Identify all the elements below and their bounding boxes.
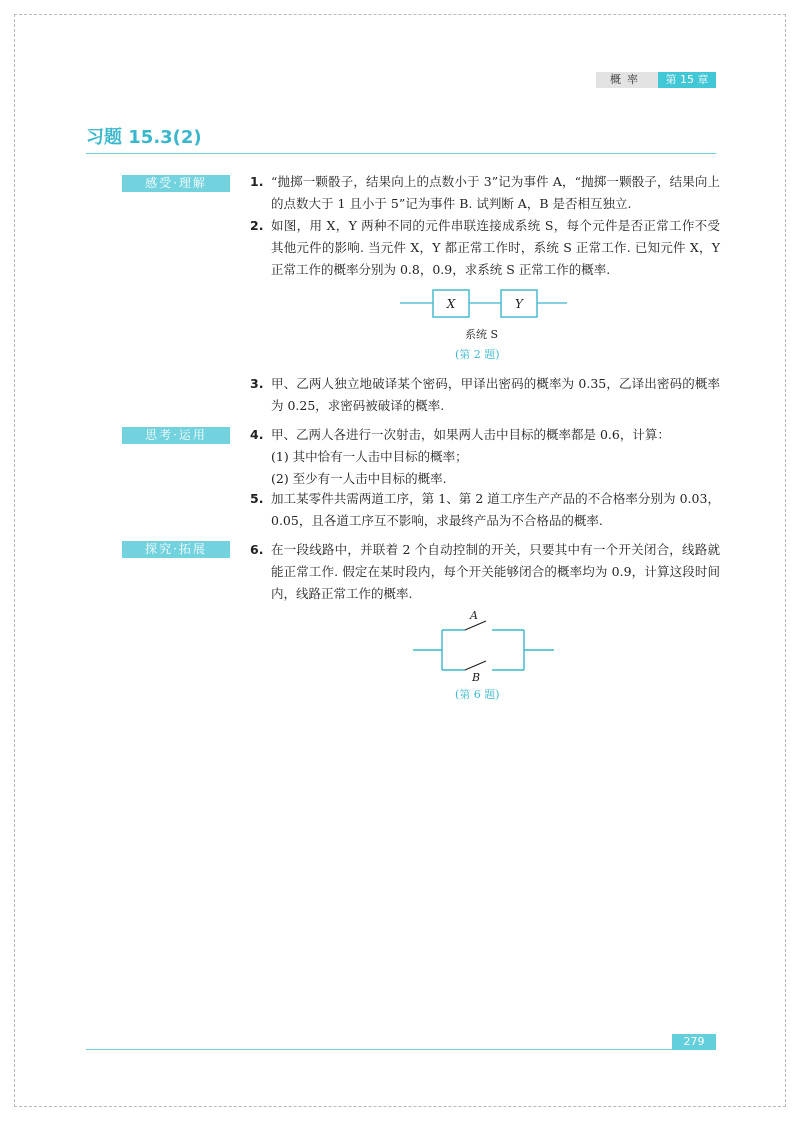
element-y-label: Y bbox=[515, 297, 523, 311]
problem-4 bbox=[250, 424, 720, 490]
series-circuit-diagram bbox=[395, 286, 575, 326]
problem-text: 甲、乙两人各进行一次射击，如果两人击中目标的概率都是 0.6，计算： bbox=[271, 427, 670, 442]
element-x-label: X bbox=[446, 297, 456, 311]
switch-a-label: A bbox=[470, 609, 478, 622]
subquestion-1: (1) 其中恰有一人击中目标的概率； bbox=[271, 449, 468, 464]
problem-2 bbox=[250, 215, 720, 281]
switch-a-blade bbox=[465, 621, 486, 630]
problem-3 bbox=[250, 373, 720, 417]
subquestion-2: (2) 至少有一人击中目标的概率. bbox=[271, 471, 447, 486]
problem-number: 3. bbox=[250, 376, 264, 391]
parallel-switch-diagram bbox=[410, 608, 560, 683]
section-tag-think-apply: 思考·运用 bbox=[122, 427, 230, 444]
problem-text: “抛掷一颗骰子，结果向上的点数小于 3”记为事件 A，“抛掷一颗骰子，结果向上的点数大于 1 且小于 5”记为事件 B. 试判断 A，B 是否相互独立. bbox=[271, 174, 720, 211]
system-label: 系统 S bbox=[465, 328, 499, 341]
problem-number: 2. bbox=[250, 218, 264, 233]
problem-text: 在一段线路中，并联着 2 个自动控制的开关，只要其中有一个开关闭合，线路就能正常工作. 假定在某时段内，每个开关能够闭合的概率均为 0.9，计算这段时间内，线路正常工作的概率. bbox=[271, 542, 720, 601]
switch-b-label: B bbox=[471, 671, 481, 683]
problem-text: 如图，用 X，Y 两种不同的元件串联连接成系统 S，每个元件是否正常工作不受其他元件的影响. 当元件 X，Y 都正常工作时，系统 S 正常工作. 已知元件 X，Y 正常工作的概率分别为 0.8，0.9，求系统 S 正常工作的概率. bbox=[271, 218, 720, 277]
chapter-subject: 概率 bbox=[596, 72, 658, 88]
problem-1 bbox=[250, 171, 720, 215]
chapter-header bbox=[596, 72, 716, 88]
footer-divider bbox=[86, 1049, 716, 1050]
problem-number: 5. bbox=[250, 491, 264, 506]
section-tag-explore-extend: 探究·拓展 bbox=[122, 541, 230, 558]
problem-5 bbox=[250, 488, 720, 532]
problem-text: 甲、乙两人独立地破译某个密码，甲译出密码的概率为 0.35，乙译出密码的概率为 0.25，求密码被破译的概率. bbox=[271, 376, 720, 413]
problem-text: 加工某零件共需两道工序，第 1、第 2 道工序生产产品的不合格率分别为 0.03，0.05，且各道工序互不影响，求最终产品为不合格品的概率. bbox=[271, 491, 720, 528]
switch-b-blade bbox=[465, 661, 486, 670]
section-tag-feel-understand: 感受·理解 bbox=[122, 175, 230, 192]
figure-6-caption: (第 6 题) bbox=[455, 688, 500, 701]
exercise-title: 习题 15.3(2) bbox=[86, 127, 202, 148]
problem-number: 6. bbox=[250, 542, 264, 557]
problem-number: 1. bbox=[250, 174, 264, 189]
problem-6 bbox=[250, 539, 720, 605]
problem-number: 4. bbox=[250, 427, 264, 442]
figure-2-caption: (第 2 题) bbox=[455, 348, 500, 361]
chapter-number: 第 15 章 bbox=[658, 72, 716, 88]
title-divider bbox=[86, 153, 716, 154]
page-number: 279 bbox=[672, 1034, 716, 1050]
